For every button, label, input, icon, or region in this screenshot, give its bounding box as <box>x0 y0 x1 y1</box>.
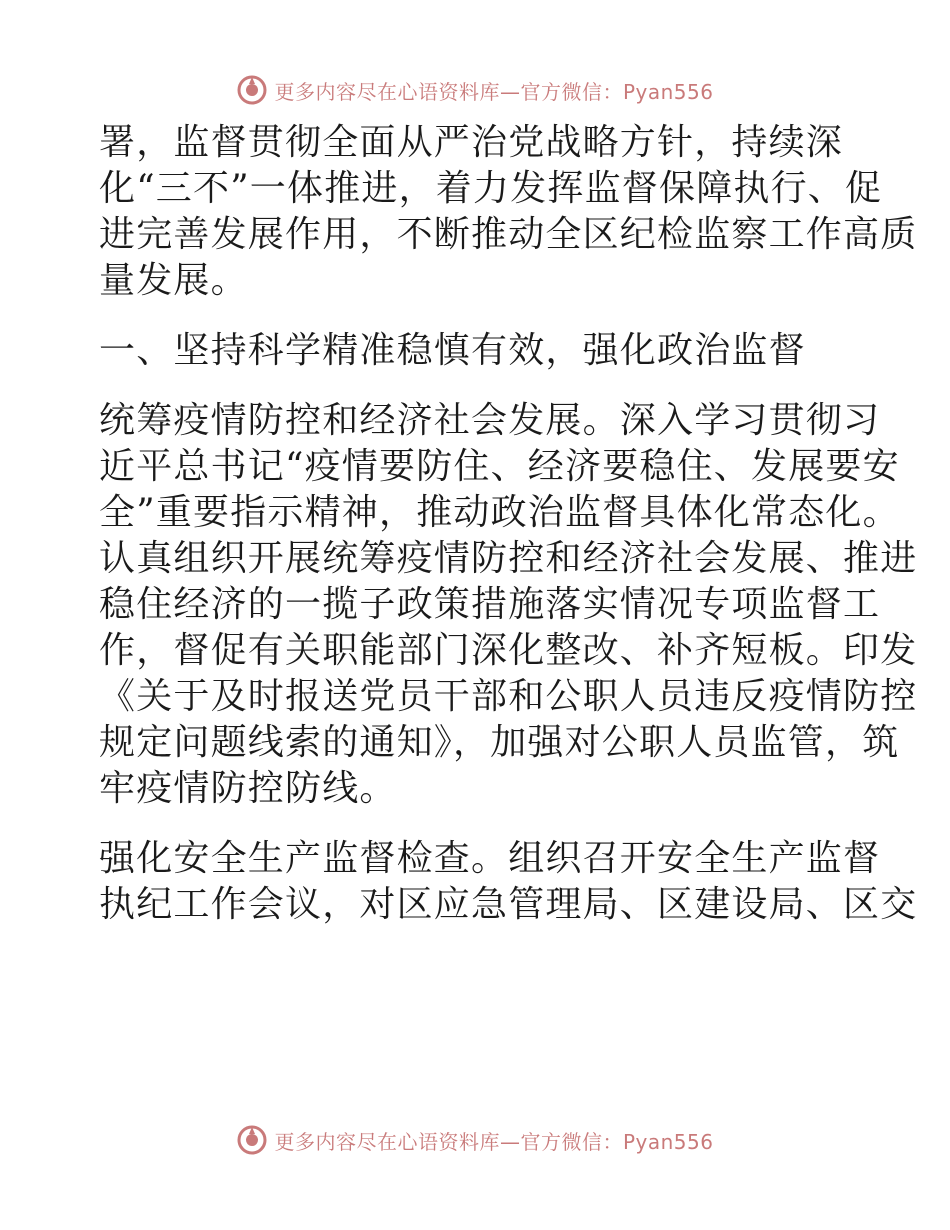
text-line: 近平总书记“疫情要防住、经济要稳住、发展要安 <box>99 446 900 487</box>
text-line: 化“三不”一体推进，着力发挥监督保障执行、促 <box>99 168 883 209</box>
text-line: 牢疫情防控防线。 <box>99 768 397 809</box>
text-line: 规定问题线索的通知》，加强对公职人员监管，筑 <box>99 722 900 763</box>
watermark-header <box>0 70 950 110</box>
section-heading-text: 一、坚持科学精准稳慎有效，强化政治监督 <box>99 330 806 371</box>
text-line: 统筹疫情防控和经济社会发展。深入学习贯彻习 <box>99 400 881 441</box>
text-line: 全”重要指示精神，推动政治监督具体化常态化。 <box>99 492 900 533</box>
text-line: 署，监督贯彻全面从严治党战略方针，持续深 <box>99 122 844 163</box>
text-line: 作，督促有关职能部门深化整改、补齐短板。印发 <box>99 630 918 671</box>
text-line: 稳住经济的一揽子政策措施落实情况专项监督工 <box>99 584 881 625</box>
text-line: 认真组织开展统筹疫情防控和经济社会发展、推进 <box>99 538 918 579</box>
text-line: 《关于及时报送党员干部和公职人员违反疫情防控 <box>99 676 918 717</box>
watermark-footer <box>0 1120 950 1160</box>
document-body <box>99 120 918 928</box>
text-line: 量发展。 <box>99 260 248 301</box>
text-line: 强化安全生产监督检查。组织召开安全生产监督 <box>99 838 881 879</box>
watermark-text: 更多内容尽在心语资料库—官方微信：Pyan556 <box>274 1129 714 1154</box>
section-heading <box>99 328 851 374</box>
paragraph <box>99 398 918 812</box>
text-line: 进完善发展作用，不断推动全区纪检监察工作高质 <box>99 214 918 255</box>
paragraph <box>99 836 918 928</box>
watermark-text: 更多内容尽在心语资料库—官方微信：Pyan556 <box>274 79 714 104</box>
paragraph <box>99 120 918 304</box>
watermark-logo-icon <box>236 74 268 106</box>
watermark-logo-icon <box>236 1124 268 1156</box>
text-line: 执纪工作会议，对区应急管理局、区建设局、区交 <box>99 884 918 925</box>
